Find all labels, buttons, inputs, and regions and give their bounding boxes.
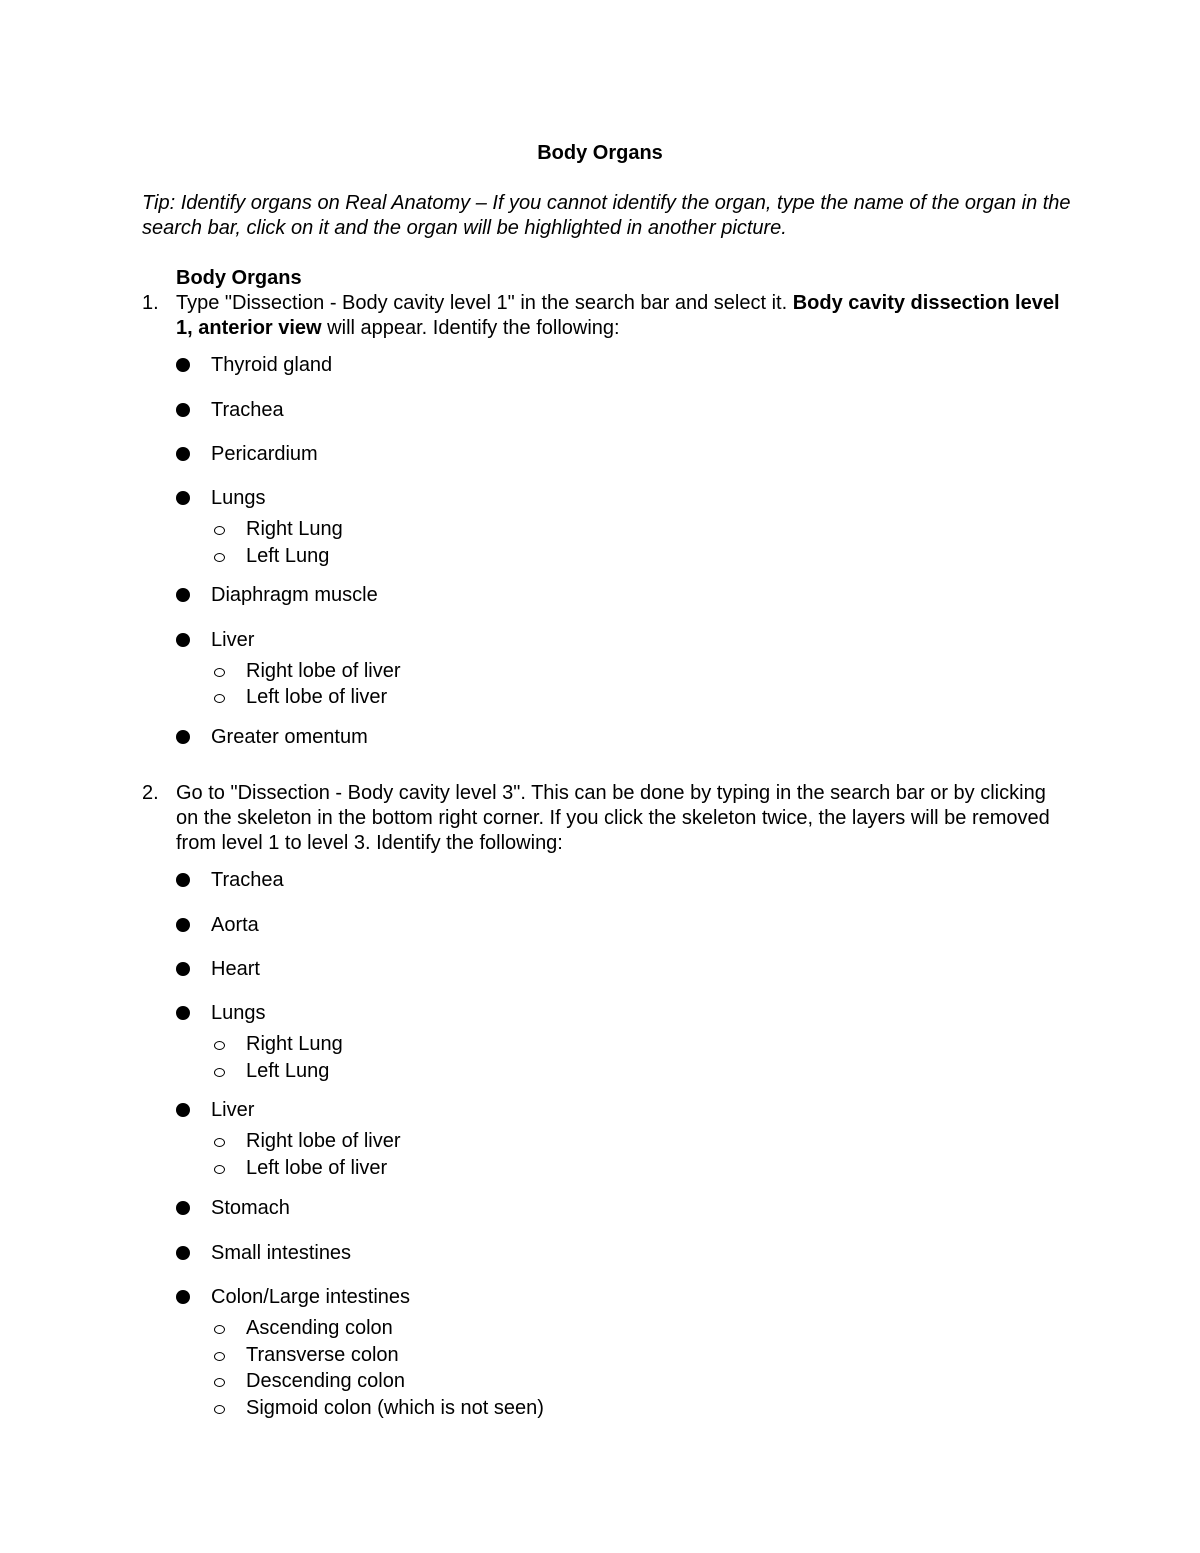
page-title: Body Organs	[537, 142, 663, 164]
list-item-label: Diaphragm muscle	[211, 584, 378, 606]
list-item-label: Lungs	[211, 487, 266, 509]
sub-list-item-label: Ascending colon	[246, 1317, 393, 1339]
sub-list-item	[214, 543, 329, 570]
list-item	[176, 1239, 351, 1267]
circle-bullet-icon	[214, 1068, 225, 1077]
sub-list-item-label: Left lobe of liver	[246, 686, 388, 708]
list-item	[176, 955, 260, 983]
sub-list-item	[214, 1315, 393, 1342]
sub-list-item-label: Left lobe of liver	[246, 1157, 388, 1179]
list-item-label: Colon/Large intestines	[211, 1286, 411, 1308]
list-item-label: Stomach	[211, 1197, 290, 1219]
bullet-icon	[176, 962, 190, 976]
bullet-icon	[176, 447, 190, 461]
sub-list-item-label: Left Lung	[246, 1060, 330, 1082]
sub-list-item-label: Right Lung	[246, 518, 343, 540]
bullet-icon	[176, 491, 190, 505]
bullet-icon	[176, 918, 190, 932]
circle-bullet-icon	[214, 694, 225, 703]
list-item-label: Liver	[211, 629, 255, 651]
step-2	[142, 781, 1072, 856]
list-item	[176, 723, 368, 751]
step-text	[176, 291, 1072, 341]
list-item	[176, 1096, 254, 1124]
list-item-label: Trachea	[211, 869, 284, 891]
step-text-part: Type "Dissection - Body cavity level 1" in the search bar and select it.	[176, 292, 793, 314]
sub-list-item-label: Sigmoid colon (which is not seen)	[246, 1397, 544, 1419]
list-item-label: Liver	[211, 1099, 255, 1121]
circle-bullet-icon	[214, 1405, 225, 1414]
circle-bullet-icon	[214, 1325, 225, 1334]
sub-list-item	[214, 658, 401, 685]
sub-list-item-label: Left Lung	[246, 545, 330, 567]
list-item	[176, 440, 318, 468]
tip-paragraph: Tip: Identify organs on Real Anatomy – If you cannot identify the organ, type the name of the organ in the search bar, click on it and the organ will be highlighted in another picture.	[142, 192, 1071, 239]
sub-list-item	[214, 1155, 387, 1182]
sub-list-item-label: Transverse colon	[246, 1344, 399, 1366]
bullet-icon	[176, 1103, 190, 1117]
sub-list-item-label: Right Lung	[246, 1033, 343, 1055]
sub-list-item	[214, 684, 387, 711]
circle-bullet-icon	[214, 1138, 225, 1147]
step-text: Go to "Dissection - Body cavity level 3". This can be done by typing in the search bar or by clicking on the skeleton in the bottom right corner. If you click the skeleton twice, the layers will be removed from level 1 to level 3. Identify the following:	[176, 782, 1050, 854]
list-item-label: Lungs	[211, 1002, 266, 1024]
sub-list-item	[214, 1128, 401, 1155]
circle-bullet-icon	[214, 668, 225, 677]
section-heading: Body Organs	[176, 267, 302, 289]
list-item	[176, 1194, 290, 1222]
step-text-part: will appear. Identify the following:	[321, 317, 620, 339]
circle-bullet-icon	[214, 553, 225, 562]
list-item-label: Trachea	[211, 399, 284, 421]
list-item-label: Small intestines	[211, 1242, 352, 1264]
bullet-icon	[176, 730, 190, 744]
bullet-icon	[176, 1246, 190, 1260]
step-number: 2.	[142, 782, 159, 804]
circle-bullet-icon	[214, 1378, 225, 1387]
list-item	[176, 626, 254, 654]
list-item	[176, 396, 284, 424]
step-text-bold: Body cavity dissection level 1, anterior view	[176, 292, 1060, 339]
bullet-icon	[176, 873, 190, 887]
list-item	[176, 581, 378, 609]
sub-list-item	[214, 1395, 544, 1422]
list-item-label: Aorta	[211, 914, 259, 936]
bullet-icon	[176, 1006, 190, 1020]
list-item-label: Greater omentum	[211, 726, 368, 748]
list-item	[176, 1283, 410, 1311]
list-item	[176, 866, 284, 894]
circle-bullet-icon	[214, 1165, 225, 1174]
sub-list-item	[214, 516, 343, 543]
list-item	[176, 484, 266, 512]
list-item-label: Heart	[211, 958, 260, 980]
list-item-label: Pericardium	[211, 443, 318, 465]
sub-list-item	[214, 1342, 399, 1369]
bullet-icon	[176, 1201, 190, 1215]
sub-list-item-label: Right lobe of liver	[246, 660, 401, 682]
bullet-icon	[176, 633, 190, 647]
list-item	[176, 351, 332, 379]
sub-list-item	[214, 1031, 343, 1058]
list-item	[176, 911, 259, 939]
circle-bullet-icon	[214, 1041, 225, 1050]
sub-list-item	[214, 1368, 405, 1395]
sub-list-item-label: Right lobe of liver	[246, 1130, 401, 1152]
step-1	[142, 291, 1072, 341]
circle-bullet-icon	[214, 1352, 225, 1361]
circle-bullet-icon	[214, 526, 225, 535]
sub-list-item-label: Descending colon	[246, 1370, 405, 1392]
bullet-icon	[176, 1290, 190, 1304]
list-item	[176, 999, 266, 1027]
bullet-icon	[176, 358, 190, 372]
step-number: 1.	[142, 292, 159, 314]
bullet-icon	[176, 588, 190, 602]
list-item-label: Thyroid gland	[211, 354, 333, 376]
bullet-icon	[176, 403, 190, 417]
sub-list-item	[214, 1058, 329, 1085]
